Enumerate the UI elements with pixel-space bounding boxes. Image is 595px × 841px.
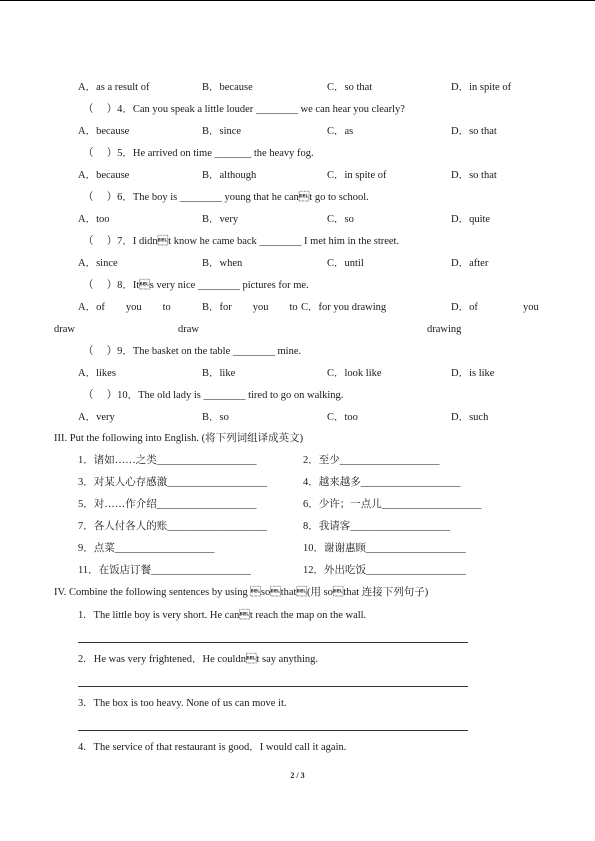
- question-stem: （ ）10．The old lady is ________ tired to go on walking.: [83, 390, 344, 401]
- option-c: C．as: [327, 126, 354, 137]
- option-b-line1: B．for you to: [202, 302, 298, 313]
- option-c-line2: drawing: [427, 324, 462, 335]
- page-number: 2 / 3: [290, 771, 305, 780]
- answer-line[interactable]: [78, 686, 468, 687]
- option-c: C．until: [327, 258, 364, 269]
- question-stem: （ ）9．The basket on the table ________ mine.: [83, 346, 302, 357]
- sentence-prompt: 2. He was very frightened．He couldnt say anything.: [78, 654, 318, 665]
- translation-item: 10．谢谢惠顾___________________: [303, 543, 466, 554]
- option-b: B．since: [202, 126, 242, 137]
- translation-item: 11．在饭店订餐___________________: [78, 565, 251, 576]
- option-d: D．after: [451, 258, 489, 269]
- question-stem: （ ）7．I didnt know he came back ________ I met him in the street.: [83, 236, 400, 247]
- option-a-line1: A．of you to: [78, 302, 171, 313]
- option-c: C．in spite of: [327, 170, 387, 181]
- sentence-prompt: 3. The box is too heavy. None of us can move it.: [78, 698, 287, 709]
- translation-item: 1．诸如……之类___________________: [78, 455, 257, 466]
- option-a: A．very: [78, 412, 115, 423]
- option-c: C．so: [327, 214, 354, 225]
- option-a: A．since: [78, 258, 118, 269]
- option-b-line2: draw: [178, 324, 199, 335]
- option-d: D．is like: [451, 368, 495, 379]
- answer-line[interactable]: [78, 730, 468, 731]
- option-a: A．as a result of: [78, 82, 150, 93]
- sentence-prompt: 4. The service of that restaurant is good．I would call it again.: [78, 742, 347, 753]
- option-d-line1b: you: [523, 302, 539, 313]
- option-b: B．very: [202, 214, 239, 225]
- option-a-line2: draw: [54, 324, 75, 335]
- option-c: C．so that: [327, 82, 373, 93]
- option-b: B．when: [202, 258, 243, 269]
- translation-item: 12．外出吃饭___________________: [303, 565, 466, 576]
- option-d: D．so that: [451, 170, 497, 181]
- translation-item: 9．点菜___________________: [78, 543, 215, 554]
- option-a: A．too: [78, 214, 110, 225]
- option-b: B．so: [202, 412, 229, 423]
- option-b: B．like: [202, 368, 236, 379]
- section-3-title: III. Put the following into English. (将下列词组译成英文): [54, 433, 304, 444]
- option-d: D．quite: [451, 214, 491, 225]
- page-top-border: [0, 0, 595, 1]
- translation-item: 2．至少___________________: [303, 455, 440, 466]
- option-c: C．look like: [327, 368, 382, 379]
- translation-item: 4．越来越多___________________: [303, 477, 461, 488]
- option-a: A．because: [78, 170, 130, 181]
- translation-item: 6．少许；一点儿___________________: [303, 499, 482, 510]
- option-d: D．in spite of: [451, 82, 512, 93]
- translation-item: 7．各人付各人的账___________________: [78, 521, 267, 532]
- option-c: C．too: [327, 412, 358, 423]
- option-d: D．such: [451, 412, 489, 423]
- answer-line[interactable]: [78, 642, 468, 643]
- section-4-title: IV. Combine the following sentences by using sothat(用 sothat 连接下列句子): [54, 587, 429, 598]
- sentence-prompt: 1. The little boy is very short. He cant reach the map on the wall.: [78, 610, 367, 621]
- option-d-line1a: D．of: [451, 302, 478, 313]
- translation-item: 5．对……作介绍___________________: [78, 499, 257, 510]
- question-stem: （ ）5．He arrived on time _______ the heavy fog.: [83, 148, 314, 159]
- question-stem: （ ）6．The boy is ________ young that he cant go to school.: [83, 192, 369, 203]
- option-a: A．because: [78, 126, 130, 137]
- question-stem: （ ）4．Can you speak a little louder ________ we can hear you clearly?: [83, 104, 405, 115]
- option-c-line1: C．for you drawing: [301, 302, 387, 313]
- question-stem: （ ）8．Its very nice ________ pictures for me.: [83, 280, 309, 291]
- option-a: A．likes: [78, 368, 116, 379]
- option-b: B．although: [202, 170, 257, 181]
- translation-item: 8．我请客___________________: [303, 521, 450, 532]
- option-d: D．so that: [451, 126, 497, 137]
- option-b: B．because: [202, 82, 253, 93]
- translation-item: 3．对某人心存感激___________________: [78, 477, 267, 488]
